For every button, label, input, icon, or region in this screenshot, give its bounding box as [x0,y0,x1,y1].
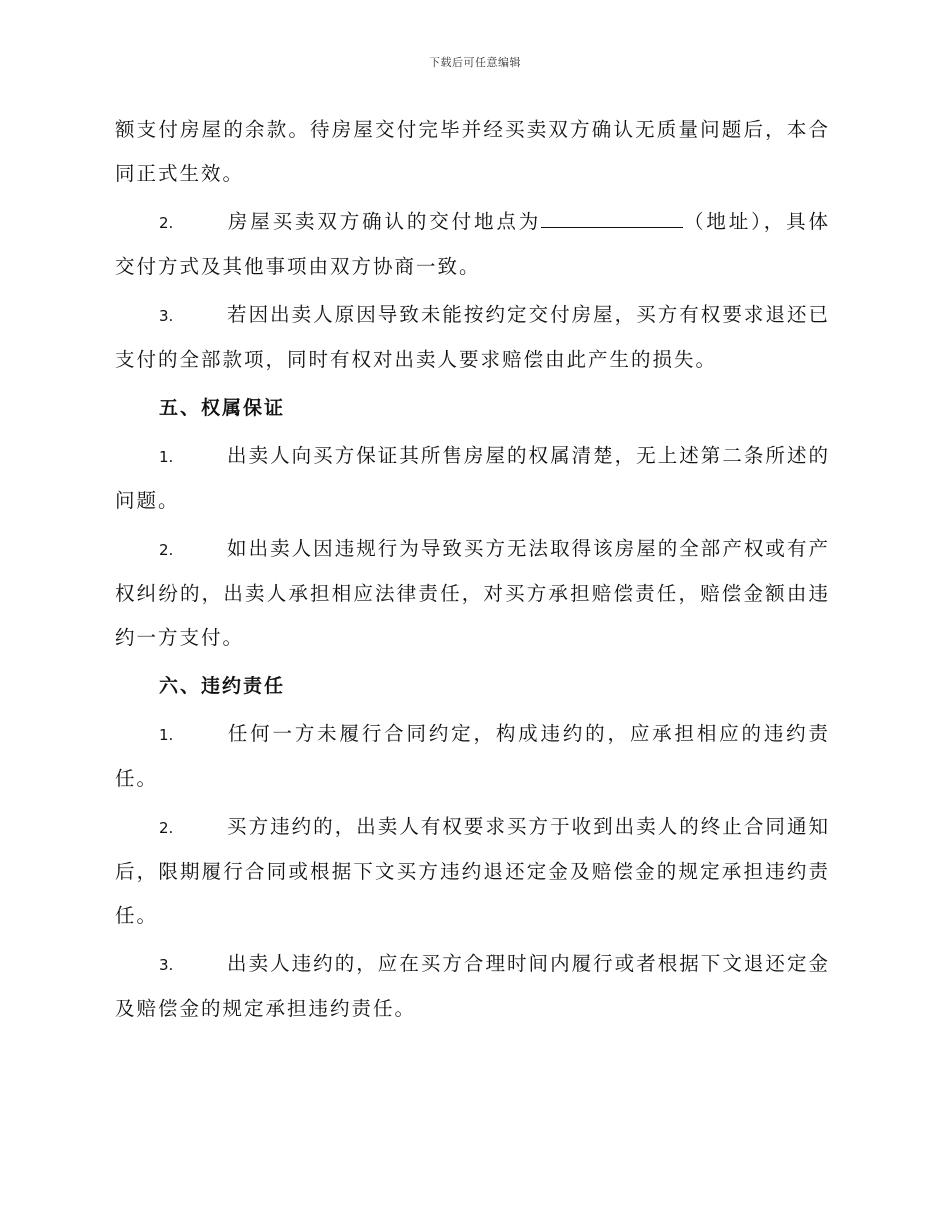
item-text-before-blank: 房屋买卖双方确认的交付地点为 [227,210,542,233]
section6-title: 六、违约责任 [159,675,286,697]
item-number: 2. [159,819,174,837]
section6-item-2 [115,805,830,938]
item-text: 买方违约的，出卖人有权要求买方于收到出卖人的终止合同通知后，限期履行合同或根据下文买方违约退还定金及赔偿金的规定承担违约责任。 [115,815,830,927]
section6-item-3 [115,942,830,1031]
page-header: 下载后可任意编辑 [429,56,521,69]
item-text-after-blank: （地址），具体交付方式及其他事项由双方协商一致。 [115,210,830,278]
item-text: 出卖人向买方保证其所售房屋的权属清楚，无上述第二条所述的问题。 [115,444,830,512]
section4-item-3 [115,293,830,382]
item-number: 3. [159,307,174,325]
item-number: 3. [159,956,174,974]
section5-title: 五、权属保证 [159,397,286,419]
section5-item-2 [115,527,830,660]
document-body [115,108,830,1035]
item-number: 2. [159,541,174,559]
section5-item-1 [115,434,830,523]
item-number: 1. [159,726,174,744]
continuation-paragraph: 额支付房屋的余款。待房屋交付完毕并经买卖双方确认无质量问题后，本合同正式生效。 [115,118,830,185]
item-text: 任何一方未履行合同约定，构成违约的，应承担相应的违约责任。 [115,722,830,790]
section4-item-2 [115,200,830,289]
item-number: 2. [159,214,174,232]
item-text: 若因出卖人原因导致未能按约定交付房屋，买方有权要求退还已支付的全部款项，同时有权对出卖人要求赔偿由此产生的损失。 [115,303,830,371]
item-number: 1. [159,448,174,466]
address-blank-line [541,207,683,228]
section6-item-1 [115,712,830,801]
item-text: 如出卖人因违规行为导致买方无法取得该房屋的全部产权或有产权纠纷的，出卖人承担相应法律责任，对买方承担赔偿责任，赔偿金额由违约一方支付。 [115,537,830,649]
item-text: 出卖人违约的，应在买方合理时间内履行或者根据下文退还定金及赔偿金的规定承担违约责任。 [115,952,830,1020]
